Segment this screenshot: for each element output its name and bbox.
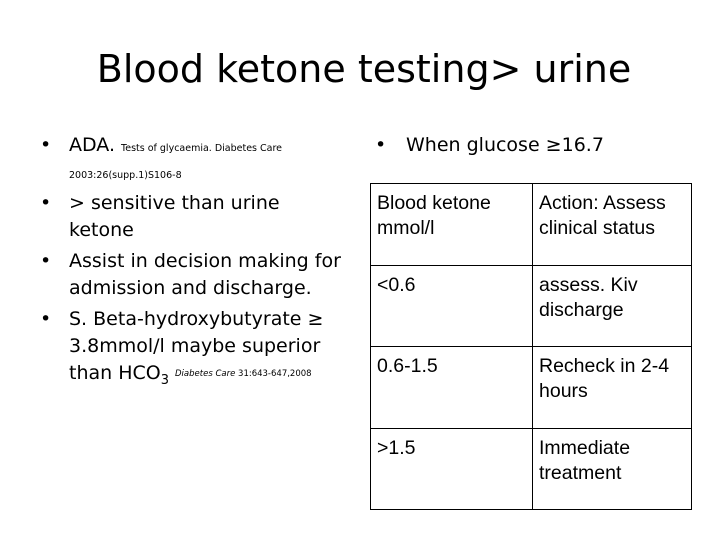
row-action: Recheck in 2-4 hours xyxy=(533,347,692,429)
left-bullet-list xyxy=(38,132,356,398)
bullet-dot-icon: • xyxy=(375,134,387,156)
citation-ref: 31:643-647,2008 xyxy=(238,369,312,379)
bullet-bhb-subscript: 3 xyxy=(160,373,170,388)
bullet-sensitive xyxy=(38,190,356,244)
row-ketone-value: >1.5 xyxy=(371,428,533,510)
bullet-dot-icon: • xyxy=(40,134,52,156)
table-row xyxy=(371,265,692,347)
bullet-bhb-line1: S. Beta-hydroxybutyrate ≥ xyxy=(69,308,324,330)
ketone-action-table xyxy=(370,183,692,510)
table-row xyxy=(371,428,692,510)
table-row xyxy=(371,347,692,429)
bullet-dot-icon: • xyxy=(40,192,52,214)
bullet-bhb xyxy=(38,306,356,394)
bullet-decision-line1: Assist in decision making for xyxy=(69,250,341,272)
row-ketone-value: <0.6 xyxy=(371,265,533,347)
bullet-sensitive-line2: ketone xyxy=(69,219,134,241)
citation-journal: Diabetes Care xyxy=(175,369,236,379)
bullet-dot-icon: • xyxy=(40,250,52,272)
header-blood-ketone: Blood ketone mmol/l xyxy=(371,184,533,266)
row-action: Immediate treatment xyxy=(533,428,692,510)
bullet-ada-citation-2: 2003:26(supp.1)S106-8 xyxy=(69,170,182,181)
right-bullet-text: When glucose ≥16.7 xyxy=(406,134,604,156)
bullet-bhb-line2: 3.8mmol/l maybe superior xyxy=(69,335,321,357)
row-action: assess. Kiv discharge xyxy=(533,265,692,347)
bullet-decision-line2: admission and discharge. xyxy=(69,277,312,299)
table-header-row xyxy=(371,184,692,266)
bullet-sensitive-line1: > sensitive than urine xyxy=(69,192,280,214)
bullet-dot-icon: • xyxy=(40,308,52,330)
bullet-bhb-line3: than HCO xyxy=(69,362,161,384)
bullet-bhb-citation xyxy=(175,369,312,379)
slide-title: Blood ketone testing> urine xyxy=(96,47,632,91)
bullet-ada-citation: Tests of glycaemia. Diabetes Care xyxy=(121,143,283,154)
bullet-ada xyxy=(38,132,356,186)
row-ketone-value: 0.6-1.5 xyxy=(371,347,533,429)
bullet-ada-text: ADA. xyxy=(69,134,115,156)
header-action: Action: Assess clinical status xyxy=(533,184,692,266)
bullet-decision xyxy=(38,248,356,302)
